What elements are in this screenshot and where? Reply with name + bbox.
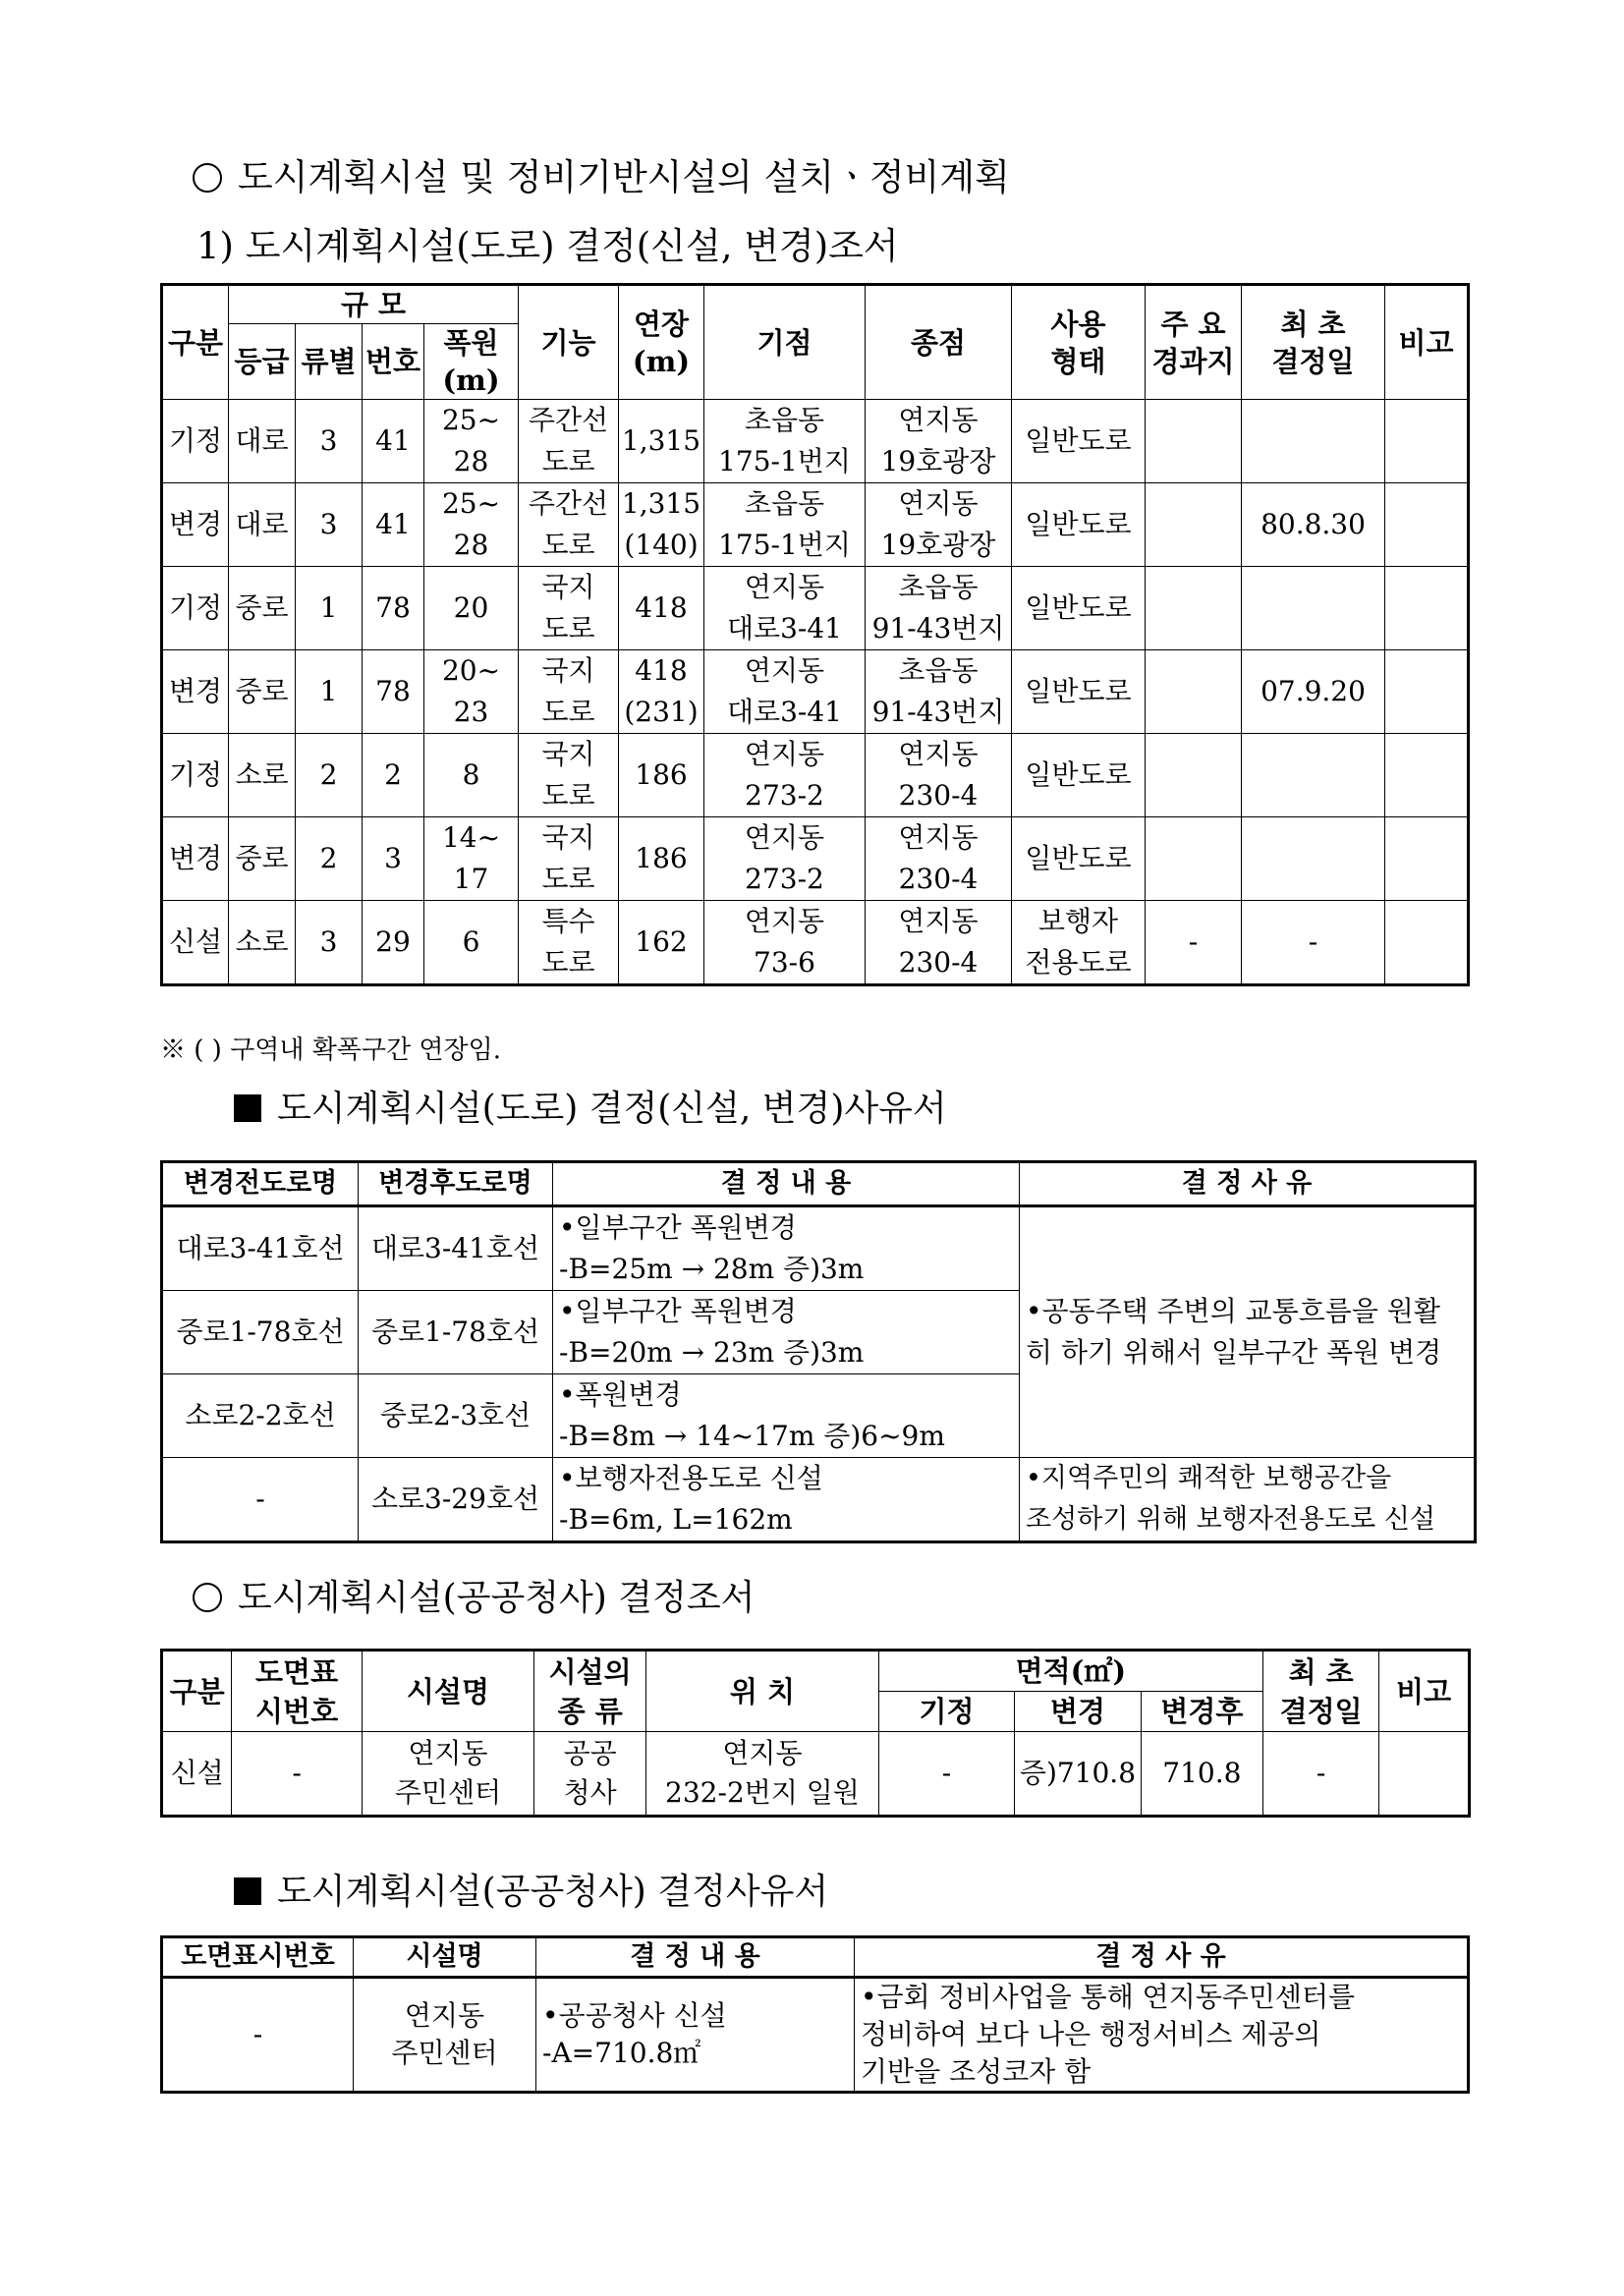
via-cell xyxy=(1146,483,1242,567)
remark-cell xyxy=(1385,567,1469,650)
length-cell: 162 xyxy=(619,901,704,985)
usage-cell: 보행자 전용도로 xyxy=(1012,901,1146,985)
width-cell: 14~ 17 xyxy=(424,817,519,901)
table-row xyxy=(162,1458,1476,1542)
col-header-map-no: 도면표시번호 xyxy=(162,1937,354,1978)
col-header-map-no: 도면표 시번호 xyxy=(232,1651,362,1732)
table-row xyxy=(162,650,1469,734)
end-cell: 연지동 230-4 xyxy=(866,734,1012,817)
type-cell: 2 xyxy=(296,817,363,901)
length-cell: 418 (231) xyxy=(619,650,704,734)
col-header-reason: 결 정 사 유 xyxy=(855,1937,1469,1978)
grade-cell: 중로 xyxy=(229,650,296,734)
gubun-cell: 신설 xyxy=(162,901,229,985)
col-header-function: 기능 xyxy=(519,285,619,400)
length-cell: 1,315 (140) xyxy=(619,483,704,567)
col-header-remark: 비고 xyxy=(1385,285,1469,400)
table-note: ※ ( ) 구역내 확폭구간 연장임. xyxy=(160,1036,502,1065)
col-header-gubun: 구분 xyxy=(162,285,229,400)
before-road-name: 대로3-41호선 xyxy=(162,1206,359,1291)
end-cell: 연지동 19호광장 xyxy=(866,483,1012,567)
start-cell: 연지동 대로3-41 xyxy=(704,650,866,734)
type-cell: 1 xyxy=(296,650,363,734)
col-header-name: 시설명 xyxy=(354,1937,536,1978)
length-cell: 1,315 xyxy=(619,400,704,483)
start-cell: 연지동 273-2 xyxy=(704,734,866,817)
gubun-cell: 신설 xyxy=(162,1732,232,1817)
office-reason-header-row xyxy=(162,1937,1469,1978)
change-area-cell: 증)710.8 xyxy=(1015,1732,1141,1817)
gubun-cell: 기정 xyxy=(162,734,229,817)
usage-cell: 일반도로 xyxy=(1012,817,1146,901)
function-cell: 국지 도로 xyxy=(519,650,619,734)
via-cell xyxy=(1146,567,1242,650)
remark-cell xyxy=(1385,817,1469,901)
width-cell: 25~ 28 xyxy=(424,483,519,567)
length-cell: 418 xyxy=(619,567,704,650)
col-header-usage: 사용 형태 xyxy=(1012,285,1146,400)
section-heading-office-reason: 도시계획시설(공공청사) 결정사유서 xyxy=(234,1864,828,1914)
table-row xyxy=(162,817,1469,901)
first-date-cell: 80.8.30 xyxy=(1242,483,1385,567)
first-date-cell xyxy=(1242,567,1385,650)
type-cell: 3 xyxy=(296,400,363,483)
number-cell: 41 xyxy=(363,483,424,567)
circle-bullet-icon xyxy=(193,163,222,193)
kind-cell: 공공 청사 xyxy=(534,1732,646,1817)
number-cell: 78 xyxy=(363,567,424,650)
usage-cell: 일반도로 xyxy=(1012,400,1146,483)
function-cell: 국지 도로 xyxy=(519,817,619,901)
col-header-via: 주 요 경과지 xyxy=(1146,285,1242,400)
col-header-first-date: 최 초 결정일 xyxy=(1263,1651,1379,1732)
table-row xyxy=(162,901,1469,985)
function-cell: 주간선 도로 xyxy=(519,483,619,567)
after-road-name: 중로1-78호선 xyxy=(359,1291,553,1374)
type-cell: 3 xyxy=(296,901,363,985)
col-header-grade: 등급 xyxy=(229,324,296,400)
number-cell: 3 xyxy=(363,817,424,901)
name-cell: 연지동 주민센터 xyxy=(354,1978,536,2093)
col-header-reason: 결 정 사 유 xyxy=(1020,1162,1476,1206)
name-cell: 연지동 주민센터 xyxy=(362,1732,533,1817)
grade-cell: 소로 xyxy=(229,901,296,985)
existing-area-cell: - xyxy=(878,1732,1015,1817)
function-cell: 주간선 도로 xyxy=(519,400,619,483)
remark-cell xyxy=(1385,901,1469,985)
road-table-header-row xyxy=(162,285,1469,324)
office-reason-table xyxy=(160,1935,1470,2094)
first-date-cell: 07.9.20 xyxy=(1242,650,1385,734)
decision-reason: •지역주민의 쾌적한 보행공간을 조성하기 위해 보행자전용도로 신설 xyxy=(1020,1458,1476,1542)
start-cell: 초읍동 175-1번지 xyxy=(704,400,866,483)
grade-cell: 중로 xyxy=(229,567,296,650)
square-bullet-icon xyxy=(234,1094,261,1122)
grade-cell: 중로 xyxy=(229,817,296,901)
gubun-cell: 변경 xyxy=(162,650,229,734)
usage-cell: 일반도로 xyxy=(1012,567,1146,650)
width-cell: 25~ 28 xyxy=(424,400,519,483)
before-road-name: 소로2-2호선 xyxy=(162,1374,359,1458)
width-cell: 6 xyxy=(424,901,519,985)
start-cell: 연지동 273-2 xyxy=(704,817,866,901)
via-cell xyxy=(1146,650,1242,734)
type-cell: 3 xyxy=(296,483,363,567)
usage-cell: 일반도로 xyxy=(1012,483,1146,567)
number-cell: 2 xyxy=(363,734,424,817)
table-row xyxy=(162,400,1469,483)
col-header-name: 시설명 xyxy=(362,1651,533,1732)
decision-reason: •금회 정비사업을 통해 연지동주민센터를 정비하여 보다 나은 행정서비스 제공의 기반을 조성코자 함 xyxy=(855,1978,1469,2093)
section-heading-facilities: 도시계획시설 및 정비기반시설의 설치ㆍ정비계획 xyxy=(193,147,1010,200)
table-row xyxy=(162,567,1469,650)
number-cell: 41 xyxy=(363,400,424,483)
table-row xyxy=(162,483,1469,567)
remark-cell xyxy=(1385,734,1469,817)
end-cell: 연지동 19호광장 xyxy=(866,400,1012,483)
gubun-cell: 기정 xyxy=(162,400,229,483)
col-header-after: 변경후 xyxy=(1141,1692,1262,1732)
type-cell: 2 xyxy=(296,734,363,817)
col-header-after: 변경후도로명 xyxy=(359,1162,553,1206)
gubun-cell: 변경 xyxy=(162,817,229,901)
before-road-name: 중로1-78호선 xyxy=(162,1291,359,1374)
col-header-before: 변경전도로명 xyxy=(162,1162,359,1206)
function-cell: 국지 도로 xyxy=(519,734,619,817)
col-header-length: 연장 (m) xyxy=(619,285,704,400)
after-road-name: 대로3-41호선 xyxy=(359,1206,553,1291)
col-header-scale: 규 모 xyxy=(229,285,519,324)
number-cell: 78 xyxy=(363,650,424,734)
map-no-cell: - xyxy=(162,1978,354,2093)
end-cell: 초읍동 91-43번지 xyxy=(866,650,1012,734)
col-header-change: 변경 xyxy=(1015,1692,1141,1732)
road-reason-header-row xyxy=(162,1162,1476,1206)
decision-content: •폭원변경 -B=8m → 14~17m 증)6~9m xyxy=(553,1374,1020,1458)
table-row xyxy=(162,1978,1469,2093)
type-cell: 1 xyxy=(296,567,363,650)
table-row xyxy=(162,1732,1470,1817)
start-cell: 초읍동 175-1번지 xyxy=(704,483,866,567)
width-cell: 8 xyxy=(424,734,519,817)
col-header-type: 류별 xyxy=(296,324,363,400)
via-cell xyxy=(1146,400,1242,483)
col-header-first-date: 최 초 결정일 xyxy=(1242,285,1385,400)
remark-cell xyxy=(1385,400,1469,483)
end-cell: 연지동 230-4 xyxy=(866,817,1012,901)
road-reason-table xyxy=(160,1160,1477,1543)
table-row xyxy=(162,1206,1476,1291)
location-cell: 연지동 232-2번지 일원 xyxy=(646,1732,878,1817)
start-cell: 연지동 대로3-41 xyxy=(704,567,866,650)
grade-cell: 대로 xyxy=(229,400,296,483)
col-header-kind: 시설의 종 류 xyxy=(534,1651,646,1732)
start-cell: 연지동 73-6 xyxy=(704,901,866,985)
remark-cell xyxy=(1379,1732,1470,1817)
first-date-cell: - xyxy=(1242,901,1385,985)
first-date-cell xyxy=(1242,734,1385,817)
section-heading-office-decision: 도시계획시설(공공청사) 결정조서 xyxy=(193,1570,755,1620)
first-date-cell: - xyxy=(1263,1732,1379,1817)
col-header-remark: 비고 xyxy=(1379,1651,1470,1732)
number-cell: 29 xyxy=(363,901,424,985)
remark-cell xyxy=(1385,483,1469,567)
square-bullet-icon xyxy=(234,1877,261,1905)
table-row xyxy=(162,734,1469,817)
width-cell: 20 xyxy=(424,567,519,650)
length-cell: 186 xyxy=(619,817,704,901)
width-cell: 20~ 23 xyxy=(424,650,519,734)
via-cell xyxy=(1146,817,1242,901)
circle-bullet-icon xyxy=(193,1583,222,1612)
col-header-start: 기점 xyxy=(704,285,866,400)
col-header-location: 위 치 xyxy=(646,1651,878,1732)
decision-reason: •공동주택 주변의 교통흐름을 원활히 하기 위해서 일부구간 폭원 변경 xyxy=(1020,1206,1476,1458)
office-decision-table xyxy=(160,1649,1471,1818)
col-header-end: 종점 xyxy=(866,285,1012,400)
usage-cell: 일반도로 xyxy=(1012,734,1146,817)
col-header-number: 번호 xyxy=(363,324,424,400)
after-road-name: 중로2-3호선 xyxy=(359,1374,553,1458)
after-road-name: 소로3-29호선 xyxy=(359,1458,553,1542)
decision-content: •공공청사 신설 -A=710.8㎡ xyxy=(536,1978,855,2093)
usage-cell: 일반도로 xyxy=(1012,650,1146,734)
grade-cell: 대로 xyxy=(229,483,296,567)
col-header-width: 폭원 (m) xyxy=(424,324,519,400)
map-no-cell: - xyxy=(232,1732,362,1817)
col-header-area: 면적(㎡) xyxy=(878,1651,1262,1692)
grade-cell: 소로 xyxy=(229,734,296,817)
col-header-gubun: 구분 xyxy=(162,1651,232,1732)
via-cell: - xyxy=(1146,901,1242,985)
gubun-cell: 기정 xyxy=(162,567,229,650)
section-heading-road-reason: 도시계획시설(도로) 결정(신설, 변경)사유서 xyxy=(234,1081,947,1131)
road-decision-table xyxy=(160,283,1470,986)
before-road-name: - xyxy=(162,1458,359,1542)
function-cell: 특수 도로 xyxy=(519,901,619,985)
via-cell xyxy=(1146,734,1242,817)
col-header-existing: 기정 xyxy=(878,1692,1015,1732)
end-cell: 연지동 230-4 xyxy=(866,901,1012,985)
decision-content: •보행자전용도로 신설 -B=6m, L=162m xyxy=(553,1458,1020,1542)
decision-content: •일부구간 폭원변경 -B=25m → 28m 증)3m xyxy=(553,1206,1020,1291)
after-area-cell: 710.8 xyxy=(1141,1732,1262,1817)
length-cell: 186 xyxy=(619,734,704,817)
section-heading-road-decision: 1) 도시계획시설(도로) 결정(신설, 변경)조서 xyxy=(196,225,899,267)
remark-cell xyxy=(1385,650,1469,734)
decision-content: •일부구간 폭원변경 -B=20m → 23m 증)3m xyxy=(553,1291,1020,1374)
gubun-cell: 변경 xyxy=(162,483,229,567)
end-cell: 초읍동 91-43번지 xyxy=(866,567,1012,650)
col-header-content: 결 정 내 용 xyxy=(536,1937,855,1978)
office-table-header-row xyxy=(162,1651,1470,1692)
col-header-content: 결 정 내 용 xyxy=(553,1162,1020,1206)
first-date-cell xyxy=(1242,400,1385,483)
first-date-cell xyxy=(1242,817,1385,901)
function-cell: 국지 도로 xyxy=(519,567,619,650)
